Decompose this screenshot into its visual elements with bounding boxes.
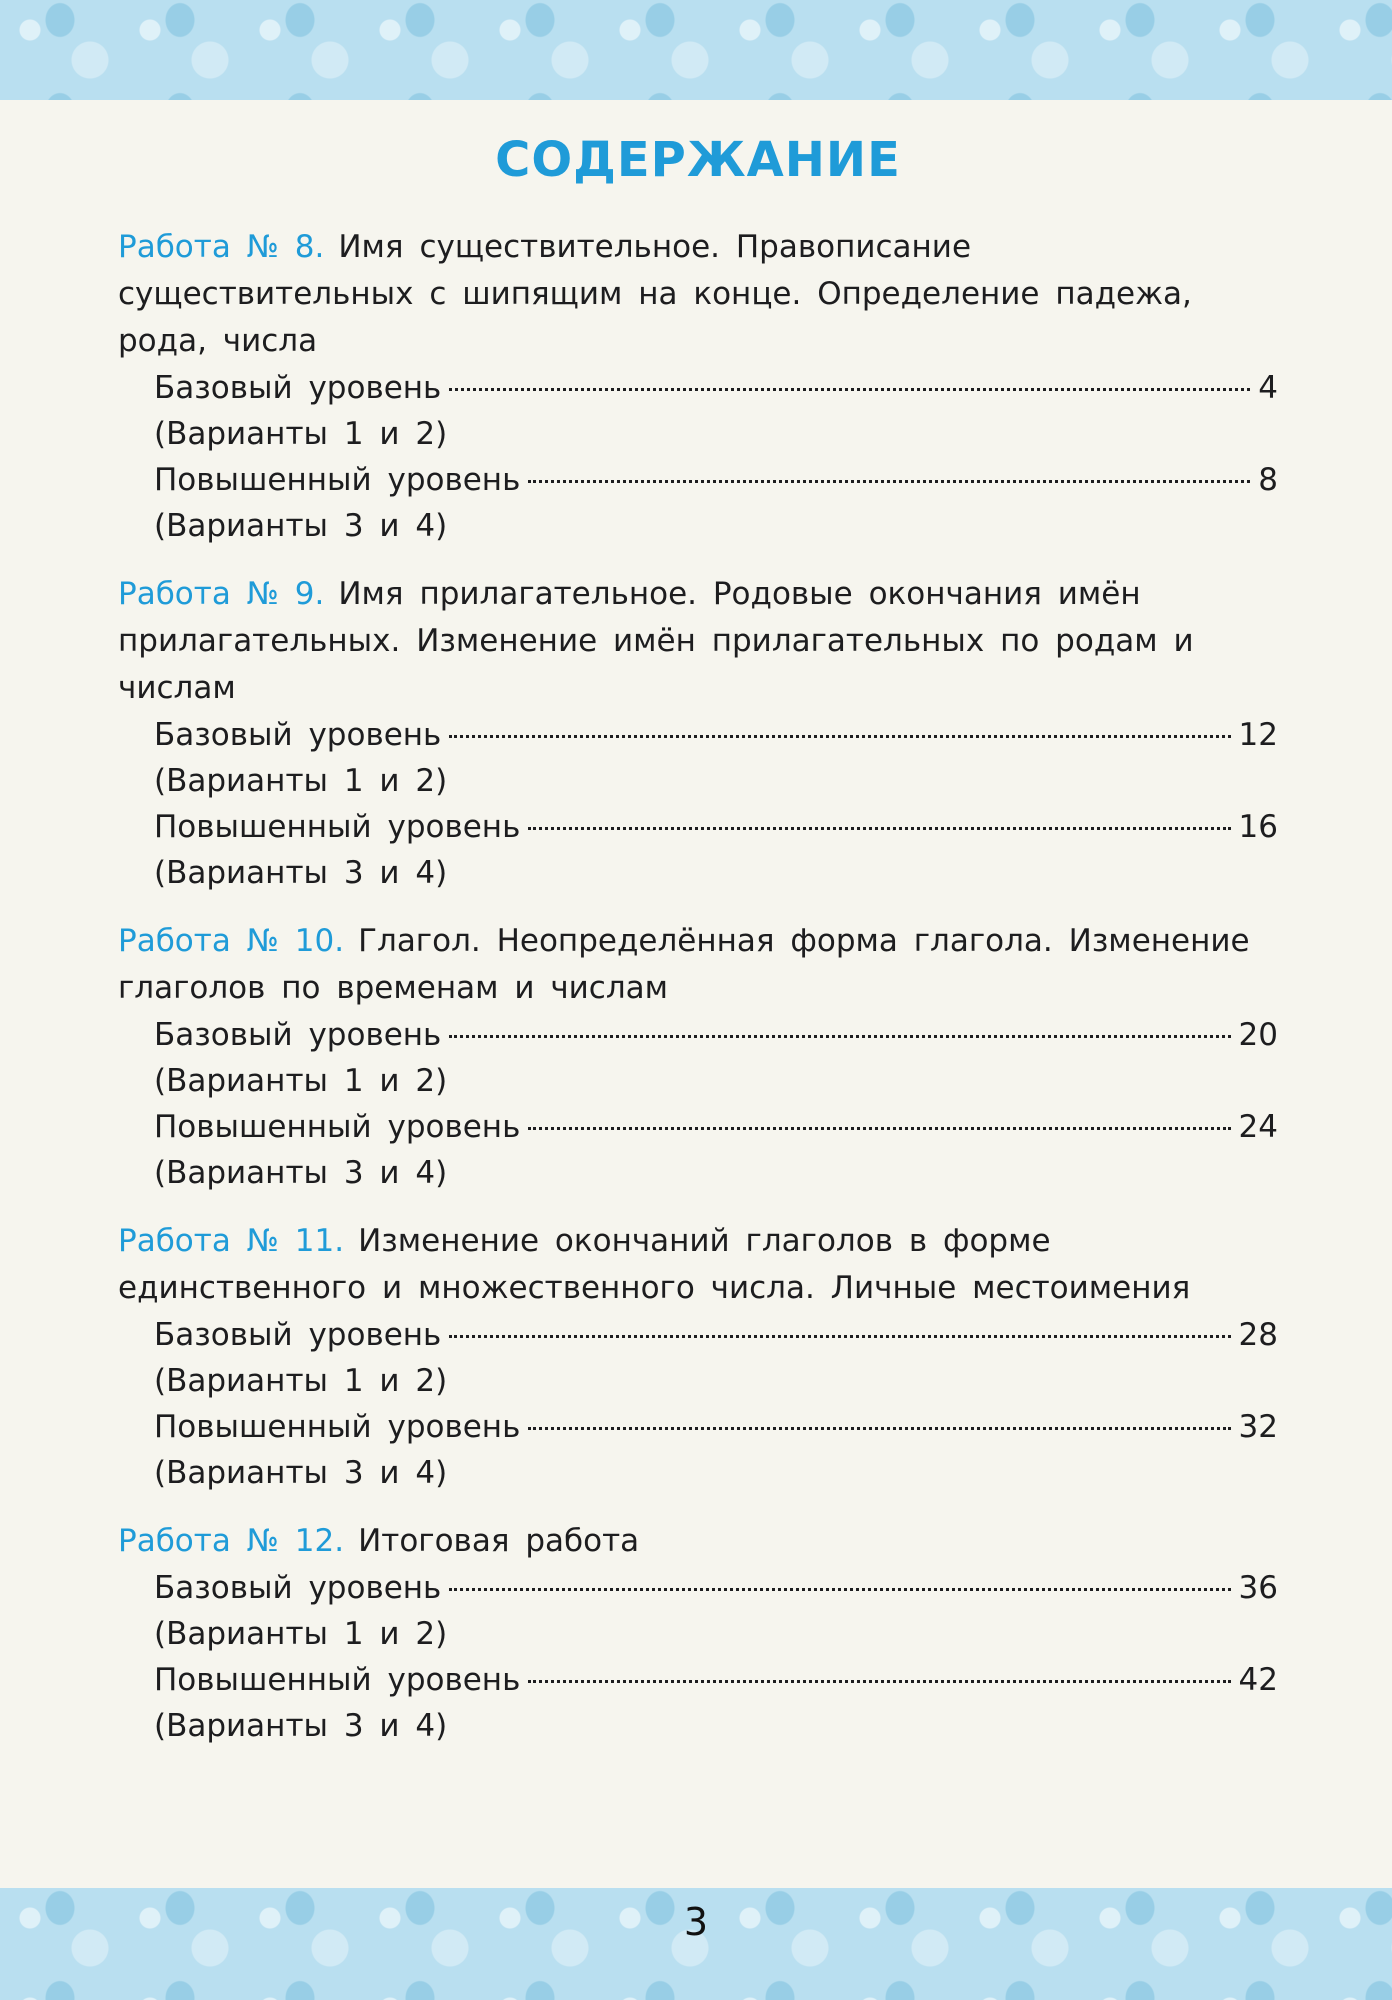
toc-level[interactable] — [154, 457, 1278, 549]
level-name: Повышенный уровень — [154, 462, 521, 498]
work-number: Работа № 11. — [118, 1223, 345, 1259]
page-reference: 12 — [1238, 717, 1278, 753]
toc-entry-heading — [118, 918, 1278, 1012]
level-variants: (Варианты 3 и 4) — [154, 1155, 448, 1191]
toc-level[interactable] — [154, 1012, 1278, 1104]
work-number: Работа № 9. — [118, 576, 325, 612]
toc-level[interactable] — [154, 712, 1278, 804]
page-reference: 16 — [1238, 809, 1278, 845]
level-variants: (Варианты 1 и 2) — [154, 1616, 448, 1652]
work-topic: Глагол. Неопределённая форма глагола. Изменение глаголов по временам и числам — [118, 923, 1250, 1006]
dot-leader — [528, 1427, 1230, 1430]
page-reference: 8 — [1258, 462, 1278, 498]
dot-leader — [528, 1127, 1230, 1130]
toc-level[interactable] — [154, 1404, 1278, 1496]
level-variants: (Варианты 1 и 2) — [154, 416, 448, 452]
table-of-contents — [118, 132, 1278, 1771]
work-topic: Изменение окончаний глаголов в форме единственного и множественного числа. Личные местоимения — [118, 1223, 1191, 1306]
dot-leader — [449, 1035, 1230, 1038]
level-name: Базовый уровень — [154, 1570, 442, 1606]
work-number: Работа № 12. — [118, 1523, 345, 1559]
dot-leader — [449, 735, 1230, 738]
level-variants: (Варианты 3 и 4) — [154, 1455, 448, 1491]
toc-entry — [118, 1218, 1278, 1496]
dot-leader — [528, 1680, 1230, 1683]
level-variants: (Варианты 1 и 2) — [154, 1363, 448, 1399]
work-topic: Имя прилагательное. Родовые окончания имён прилагательных. Изменение имён прилагательных по родам и числам — [118, 576, 1194, 706]
page-reference: 24 — [1238, 1109, 1278, 1145]
toc-entry — [118, 571, 1278, 896]
toc-level[interactable] — [154, 365, 1278, 457]
dot-leader — [449, 388, 1250, 391]
toc-level[interactable] — [154, 1657, 1278, 1749]
decorative-header-band — [0, 0, 1392, 100]
level-name: Повышенный уровень — [154, 809, 521, 845]
dot-leader — [528, 480, 1250, 483]
page-reference: 36 — [1238, 1570, 1278, 1606]
page-reference: 28 — [1238, 1317, 1278, 1353]
page-reference: 4 — [1258, 370, 1278, 406]
work-number: Работа № 8. — [118, 229, 325, 265]
toc-entry-heading — [118, 571, 1278, 712]
toc-entry-heading — [118, 1218, 1278, 1312]
work-topic: Итоговая работа — [358, 1523, 640, 1559]
level-name: Базовый уровень — [154, 1017, 442, 1053]
dot-leader — [528, 827, 1230, 830]
level-name: Базовый уровень — [154, 1317, 442, 1353]
page-reference: 32 — [1238, 1409, 1278, 1445]
dot-leader — [449, 1335, 1230, 1338]
work-topic: Имя существительное. Правописание существительных с шипящим на конце. Определение падежа, рода, числа — [118, 229, 1192, 359]
toc-entry — [118, 918, 1278, 1196]
level-name: Базовый уровень — [154, 370, 442, 406]
page-number: 3 — [683, 1900, 709, 1944]
level-variants: (Варианты 3 и 4) — [154, 508, 448, 544]
page-title: СОДЕРЖАНИЕ — [495, 132, 901, 188]
page-reference: 20 — [1238, 1017, 1278, 1053]
page-reference: 42 — [1238, 1662, 1278, 1698]
work-number: Работа № 10. — [118, 923, 345, 959]
level-name: Базовый уровень — [154, 717, 442, 753]
dot-leader — [449, 1588, 1230, 1591]
level-name: Повышенный уровень — [154, 1662, 521, 1698]
toc-level[interactable] — [154, 1104, 1278, 1196]
toc-level[interactable] — [154, 1312, 1278, 1404]
toc-entry — [118, 224, 1278, 549]
toc-level[interactable] — [154, 1565, 1278, 1657]
level-variants: (Варианты 3 и 4) — [154, 855, 448, 891]
level-variants: (Варианты 3 и 4) — [154, 1708, 448, 1744]
level-name: Повышенный уровень — [154, 1409, 521, 1445]
level-variants: (Варианты 1 и 2) — [154, 1063, 448, 1099]
toc-entry — [118, 1518, 1278, 1749]
level-variants: (Варианты 1 и 2) — [154, 763, 448, 799]
toc-entry-heading — [118, 224, 1278, 365]
level-name: Повышенный уровень — [154, 1109, 521, 1145]
toc-entry-heading — [118, 1518, 1278, 1565]
toc-level[interactable] — [154, 804, 1278, 896]
